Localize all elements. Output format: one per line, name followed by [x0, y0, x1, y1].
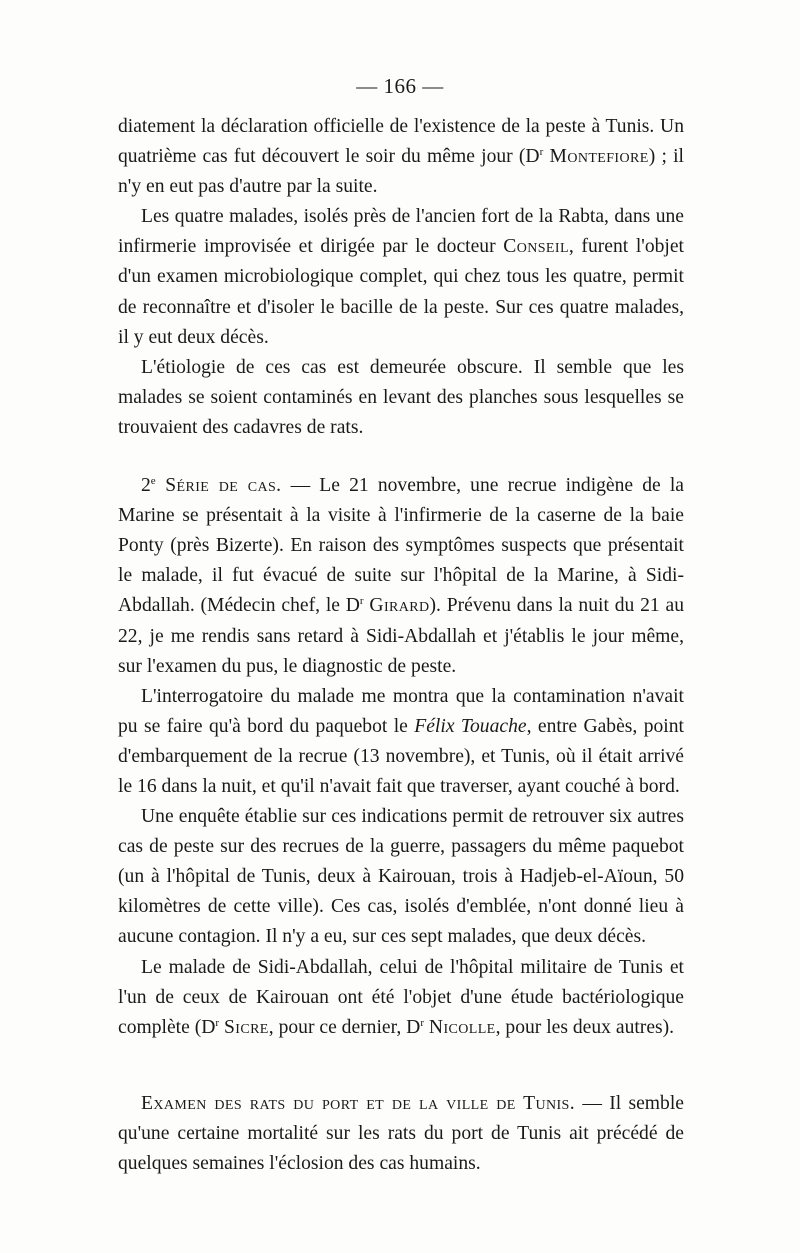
- body-text: [118, 112, 684, 1179]
- paragraph-3: [118, 353, 684, 443]
- superscript: r: [359, 595, 364, 608]
- section-heading: Examen des rats du port et de la ville de Tunis.: [141, 1092, 576, 1114]
- section-3-paragraph: [118, 1089, 684, 1179]
- person-name: Sicre: [223, 1016, 269, 1038]
- section-gap: [118, 1043, 684, 1089]
- text-span: diatement la déclaration officielle de l'existence de la peste à Tunis. Un quatrième cas fut découvert le soir du même jour (D: [118, 116, 684, 168]
- text-span: — Le 21 novembre, une recrue indigène de la Marine se présentait à la visite à l'infirmerie de la caserne de la baie Ponty (près Bizerte). En raison des symptômes suspects que présentait le malade, il fut évacué de suite sur l'hôpital de la Marine, à Sidi-Abdallah. (Médecin chef, le D: [118, 475, 685, 617]
- text-span: — Il semble qu'une certaine mortalité sur les rats du port de Tunis ait précédé de quelques semaines l'éclosion des cas humains.: [118, 1092, 684, 1174]
- person-name: Conseil: [503, 236, 569, 258]
- text-span: Une enquête établie sur ces indications permit de retrouver six autres cas de peste sur des recrues de la guerre, passagers du même paquebot (un à l'hôpital de Tunis, deux à Kairouan, trois à Hadjeb-el-Aïoun, 50 kilomètres de cette ville). Ces cas, isolés d'emblée, n'ont donné lieu à aucune contagion. Il n'y a eu, sur ces sept malades, que deux décès.: [118, 806, 684, 948]
- superscript: e: [150, 475, 156, 488]
- section-gap: [118, 443, 684, 471]
- text-span: L'étiologie de ces cas est demeurée obscure. Il semble que les malades se soient contaminés en levant des planches sous lesquelles se trouvaient des cadavres de rats.: [118, 356, 684, 438]
- text-span: Le malade de Sidi-Abdallah, celui de l'hôpital militaire de Tunis et l'un de ceux de Kairouan ont été l'objet d'une étude bactériologique complète (D: [118, 956, 684, 1038]
- paragraph-1: [118, 112, 684, 202]
- text-span: , entre Gabès, point d'embarquement de la recrue (13 novembre), et Tunis, où il était arrivé le 16 dans la nuit, et qu'il n'avait fait que traverser, ayant couché à bord.: [118, 715, 684, 797]
- section-number: 2: [141, 475, 151, 497]
- text-span: , pour les deux autres).: [495, 1016, 675, 1038]
- text-span: L'interrogatoire du malade me montra que la contamination n'avait pu se faire qu'à bord du paquebot le: [118, 685, 684, 737]
- superscript: r: [215, 1016, 220, 1029]
- text-span: ) ; il n'y en eut pas d'autre par la suite.: [118, 146, 684, 198]
- section-2-paragraph: [118, 471, 684, 682]
- paragraph-7: [118, 953, 684, 1043]
- section-heading: Série de cas.: [155, 475, 282, 497]
- ship-name: Félix Touache: [414, 715, 527, 737]
- superscript: r: [420, 1016, 424, 1029]
- text-span: , pour ce dernier, D: [268, 1016, 421, 1038]
- text-span: ). Prévenu dans la nuit du 21 au 22, je me rendis sans retard à Sidi-Abdallah et j'établis le jour même, sur l'examen du pus, le diagnostic de peste.: [118, 595, 684, 677]
- text-span: Les quatre malades, isolés près de l'ancien fort de la Rabta, dans une infirmerie improvisée et dirigée par le docteur: [118, 206, 684, 258]
- paragraph-5: [118, 682, 684, 802]
- person-name: Nicolle: [428, 1016, 496, 1038]
- paragraph-6: [118, 802, 684, 952]
- person-name: Girard: [369, 595, 430, 617]
- paragraph-2: [118, 202, 684, 352]
- superscript: r: [539, 146, 544, 159]
- person-name: Montefiore: [549, 146, 649, 168]
- text-span: , furent l'objet d'un examen microbiologique complet, qui chez tous les quatre, permit de reconnaître et d'isoler le bacille de la peste. Sur ces quatre malades, il y eut deux décès.: [118, 236, 684, 348]
- page-number: — 166 —: [356, 74, 444, 98]
